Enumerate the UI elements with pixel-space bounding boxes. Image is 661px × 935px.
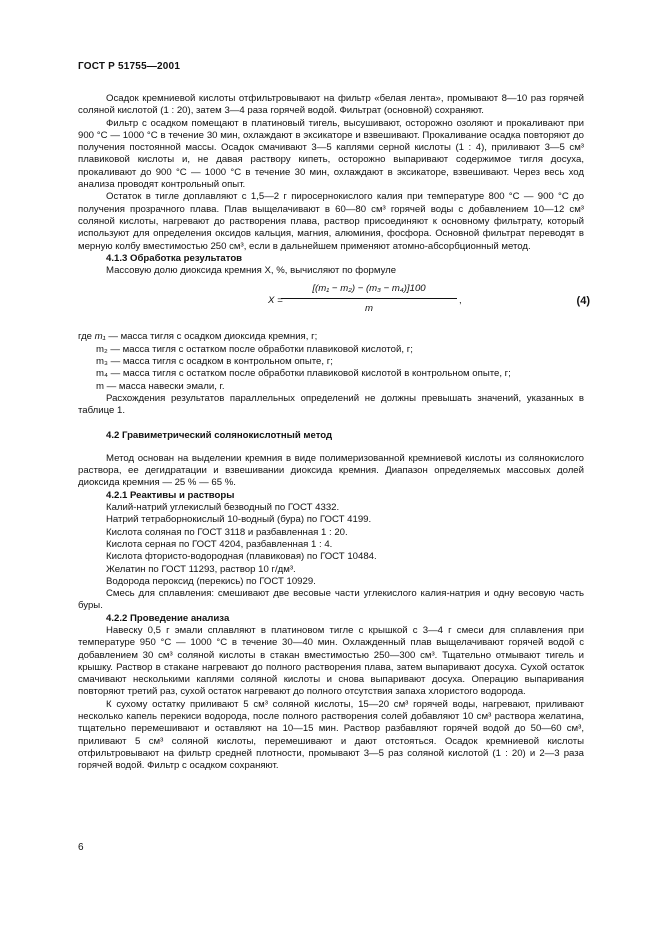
document-body <box>78 93 590 773</box>
reagent-item: Желатин по ГОСТ 11293, раствор 10 г/дм³. <box>106 563 296 575</box>
formula-4 <box>78 281 590 325</box>
reagent-item: Кислота соляная по ГОСТ 3118 и разбавленная 1 : 20. <box>106 526 348 538</box>
definition-variable: m <box>96 380 104 392</box>
definition-m <box>78 381 584 393</box>
definition-m1 <box>78 331 584 343</box>
paragraph-filtering: Осадок кремниевой кислоты отфильтровывают на фильтр «белая лента», промывают 8—10 раз горячей соляной кислотой (1 : 20), затем 3—4 раза горячей водой. Фильтрат (основной) сохраняют. <box>78 93 584 117</box>
reagent-item: Кислота серная по ГОСТ 4204, разбавленная 1 : 4. <box>106 538 333 550</box>
definition-m3 <box>78 356 584 368</box>
paragraph-discrepancy: Расхождения результатов параллельных определений не должны превышать значений, указанных в таблице 1. <box>78 392 584 417</box>
heading-4-2-1: 4.2.1 Реактивы и растворы <box>106 489 235 501</box>
definition-m4 <box>78 368 584 380</box>
formula-numerator: [(m₁ − m₂) − (m₃ − m₄)]100 <box>281 283 457 298</box>
heading-4-2: 4.2 Гравиметрический солянокислотный метод <box>106 429 333 441</box>
heading-4-2-2: 4.2.2 Проведение анализа <box>106 612 230 624</box>
formula-number: (4) <box>576 295 590 308</box>
paragraph-dry-residue: К сухому остатку приливают 5 см³ соляной кислоты, 15—20 см³ горячей воды, нагревают, приливают несколько капель перекиси водорода, после полного растворения солей добавляют 10 см³ раствора желатина, тщательно перемешивают и оставляют на 10—15 мин. Раствор разбавляют горячей водой до 50—60 см³, приливают 5 см³ соляной кислоты, перемешивают и дают отстояться. Осадок кремниевой кислоты отфильтровывают на фильтр средней плотности, промывают 3—5 раз соляной кислотой (1 : 20) и 2—3 раза горячей водой. Фильтр с осадком сохраняют. <box>78 698 584 772</box>
definition-m2 <box>78 344 584 356</box>
formula-denominator: m <box>365 303 373 315</box>
paragraph-fusion: Остаток в тигле доплавляют с 1,5—2 г пиросернокислого калия при температуре 800 °С — 900 °С до получения прозрачного плава. Плав выщелачивают в 60—80 см³ горячей воды с добавлением 10—12 см³ соляной кислоты, нагревают до растворения плава, раствор присоединяют к основному фильтрату, который используют для определения оксидов кальция, магния, алюминия, фосфора. Основной фильтрат переводят в мерную колбу вместимостью 250 см³, если в дальнейшем применяют атомно-абсорбционный метод. <box>78 191 584 252</box>
definition-text: — масса навески эмали, г. <box>104 380 225 392</box>
paragraph-fusion-mixture: Смесь для сплавления: смешивают две весовые части углекислого калия-натрия и одну весовую часть буры. <box>78 588 584 612</box>
paragraph-analysis-procedure: Навеску 0,5 г эмали сплавляют в платиновом тигле с крышкой с 3—4 г смеси для сплавления при температуре 950 °С — 1000 °С в течение 30—40 мин. Охлажденный плав выщелачивают горячей водой с добавлением 30 см³ соляной кислоты в стакан вместимостью 250—300 см³. Тщательно отмывают тигель и крышку. Раствор в стакане нагревают до полного растворения плава, затем выпаривают досуха. Сухой остаток смачивают несколькими каплями соляной кислоты и снова выпаривают досуха. Операцию выпаривания повторяют третий раз, сухой остаток нагревают до полного отсутствия запаха хлористого водорода. <box>78 624 584 698</box>
definition-variable: m₃ <box>96 356 108 368</box>
reagent-item: Водорода пероксид (перекись) по ГОСТ 10929. <box>106 575 316 587</box>
paragraph-ignition: Фильтр с осадком помещают в платиновый тигель, высушивают, осторожно озоляют и прокаливают при 900 °С — 1000 °С в течение 30 мин, охлаждают в эксикаторе и взвешивают. Прокаливание осадка повторяют до получения постоянной массы. Осадок смачивают 3—5 каплями серной кислоты (1 : 4), приливают 3—5 см³ плавиковой кислоты и, не давая раствору кипеть, осторожно выпаривают содержимое тигля досуха, прокаливают до 900 °С — 1000 °С в течение 30 мин, охлаждают в эксикаторе, взвешивают. Через весь ход анализа проводят контрольный опыт. <box>78 117 584 191</box>
reagent-item: Натрий тетраборнокислый 10-водный (бура) по ГОСТ 4199. <box>106 514 372 526</box>
document-header: ГОСТ Р 51755—2001 <box>78 61 181 72</box>
definition-text: — масса тигля с осадком диоксида кремния, г; <box>105 331 318 343</box>
definition-variable: m₂ <box>96 343 108 355</box>
heading-4-1-3: 4.1.3 Обработка результатов <box>106 252 243 264</box>
paragraph-formula-intro: Массовую долю диоксида кремния X, %, вычисляют по формуле <box>106 265 397 277</box>
definition-variable: m₁ <box>94 331 106 343</box>
reagent-item: Калий-натрий углекислый безводный по ГОСТ 4332. <box>106 502 340 514</box>
page-number: 6 <box>78 842 84 853</box>
formula-comma: , <box>459 295 462 307</box>
paragraph-method-basis: Метод основан на выделении кремния в виде полимеризованной кремниевой кислоты из солянокислого раствора, ее дегидратации и взвешивании диоксида кремния. Диапазон определяемых массовых долей диоксида кремния — 25 % — 65 %. <box>78 452 584 489</box>
definition-text: — масса тигля с остатком после обработки плавиковой кислотой в контрольном опыте, г; <box>107 368 511 380</box>
definition-prefix: где <box>78 331 95 343</box>
definition-variable: m₄ <box>96 368 108 380</box>
definition-text: — масса тигля с остатком после обработки плавиковой кислотой, г; <box>107 343 413 355</box>
definition-text: — масса тигля с осадком в контрольном опыте, г; <box>107 356 333 368</box>
reagent-item: Кислота фтористо-водородная (плавиковая) по ГОСТ 10484. <box>106 551 377 563</box>
formula-lhs: X = <box>268 295 283 307</box>
